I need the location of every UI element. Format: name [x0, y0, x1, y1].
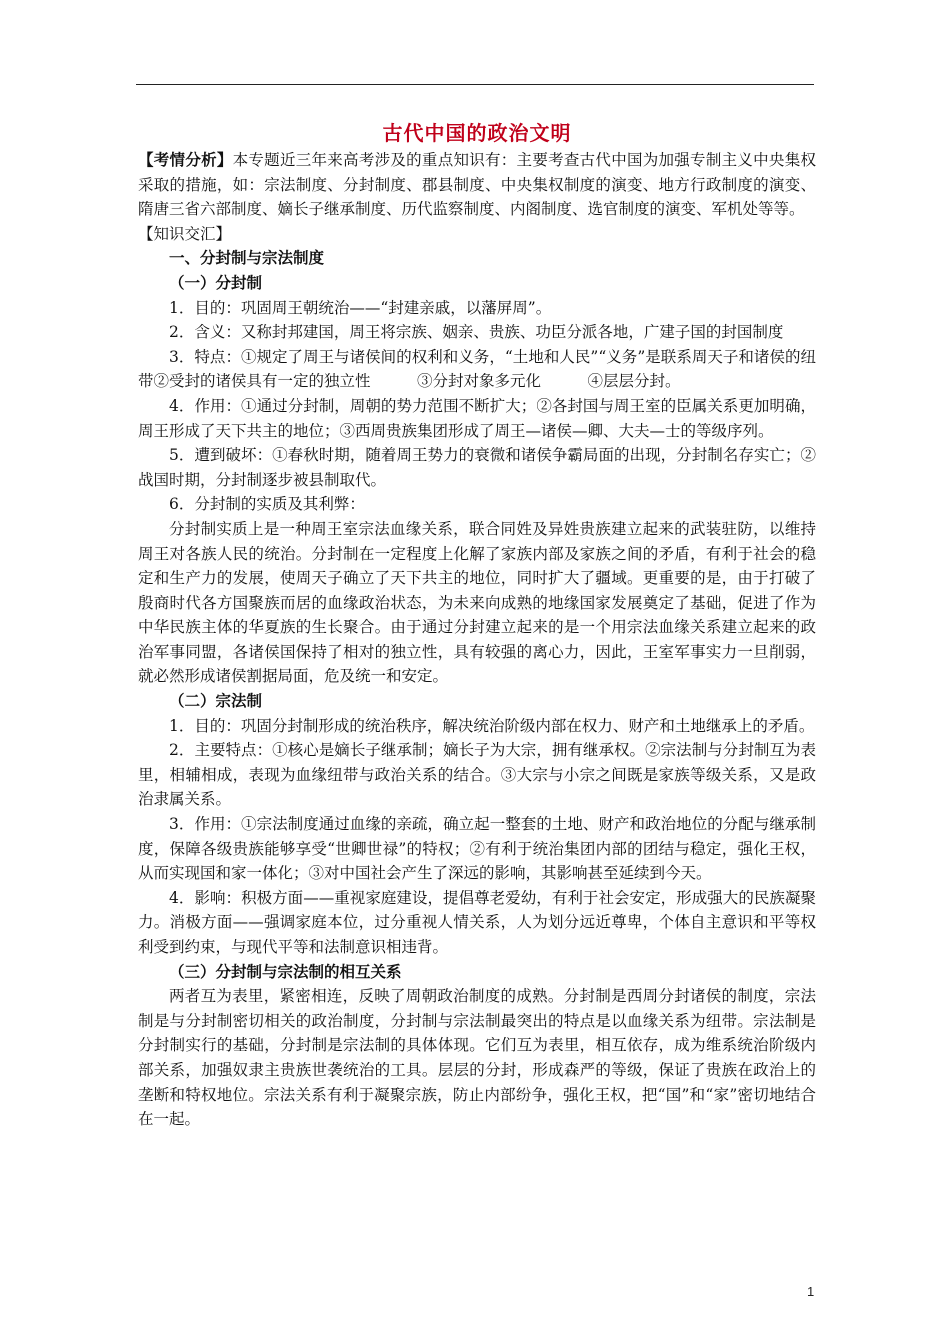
page-number: 1	[807, 1284, 815, 1299]
exam-analysis-text: 本专题近三年来高考涉及的重点知识有：主要考查古代中国为加强专制主义中央集权采取的措施，如：宗法制度、分封制度、郡县制度、中央集权制度的演变、地方行政制度的演变、隋唐三省六部制度、嫡长子继承制度、历代监察制度、内阁制度、选官制度的演变、军机处等等。	[138, 151, 816, 219]
fengjian-item: 1．目的：巩固周王朝统治——“封建亲戚，以藩屏周”。	[169, 298, 552, 317]
fengjian-essence-paragraph: 分封制实质上是一种周王室宗法血缘关系，联合同姓及异姓贵族建立起来的武装驻防，以维持周王对各族人民的统治。分封制在一定程度上化解了家族内部及家族之间的矛盾，有利于社会的稳定和生产力的发展，使周天子确立了天下共主的地位，同时扩大了疆域。更重要的是，由于打破了殷商时代各方国聚族而居的血缘政治状态，为未来向成熟的地缘国家发展奠定了基础，促进了作为中华民族主体的华夏族的生长聚合。由于通过分封建立起来的是一个用宗法血缘关系建立起来的政治军事同盟，各诸侯国保持了相对的独立性，具有较强的离心力，因此，王室军事实力一旦削弱，就必然形成诸侯割据局面，危及统一和安定。	[138, 519, 816, 686]
fengjian-item: 3．特点：①规定了周王与诸侯间的权利和义务，“土地和人民”“义务”是联系周天子和诸侯的纽带②受封的诸侯具有一定的独立性 ③分封对象多元化 ④层层分封。	[138, 347, 816, 391]
relation-paragraph: 两者互为表里，紧密相连，反映了周朝政治制度的成熟。分封制是西周分封诸侯的制度，宗法制是与分封制密切相关的政治制度，分封制与宗法制最突出的特点是以血缘关系为纽带。宗法制是分封制实行的基础，分封制是宗法制的具体体现。它们互为表里，相互依存，成为维系统治阶级内部关系，加强奴隶主贵族世袭统治的工具。层层的分封，形成森严的等级，保证了贵族在政治上的垄断和特权地位。宗法关系有利于凝聚宗族，防止内部纷争，强化王权，把“国”和“家”密切地结合在一起。	[138, 987, 816, 1129]
header-rule	[136, 84, 814, 85]
exam-analysis-label: 【考情分析】	[138, 150, 233, 169]
subsection-heading-fengjian: （一）分封制	[169, 272, 263, 292]
exam-analysis-paragraph	[138, 148, 816, 222]
fengjian-item: 2．含义：又称封邦建国，周王将宗族、姻亲、贵族、功臣分派各地，广建子国的封国制度	[169, 323, 784, 342]
document-title: 古代中国的政治文明	[382, 121, 572, 145]
zongfa-item: 3．作用：①宗法制度通过血缘的亲疏，确立起一整套的土地、财产和政治地位的分配与继承制度，保障各级贵族能够享受“世卿世禄”的特权；②有利于统治集团内部的团结与稳定，强化王权，从而实现国和家一体化；③对中国社会产生了深远的影响，其影响甚至延续到今天。	[138, 815, 816, 883]
document-body	[138, 118, 816, 1132]
fengjian-item: 6．分封制的实质及其利弊：	[169, 495, 365, 514]
subsection-heading-zongfa: （二）宗法制	[169, 691, 263, 711]
zongfa-item: 2．主要特点：①核心是嫡长子继承制；嫡长子为大宗，拥有继承权。②宗法制与分封制互为表里，相辅相成，表现为血缘纽带与政治关系的结合。③大宗与小宗之间既是家族等级关系，又是政治隶属关系。	[138, 741, 816, 809]
section-heading-1: 一、分封制与宗法制度	[169, 248, 325, 268]
fengjian-item: 4．作用：①通过分封制，周朝的势力范围不断扩大；②各封国与周王室的臣属关系更加明确，周王形成了天下共主的地位；③西周贵族集团形成了周王—诸侯—卿、大夫—士的等级序列。	[138, 396, 816, 440]
zongfa-item: 4．影响：积极方面——重视家庭建设，提倡尊老爱幼，有利于社会安定，形成强大的民族凝聚力。消极方面——强调家庭本位，过分重视人情关系，人为划分远近尊卑，个体自主意识和平等权利受到约束，与现代平等和法制意识相违背。	[138, 888, 816, 956]
zongfa-item: 1．目的：巩固分封制形成的统治秩序，解决统治阶级内部在权力、财产和土地继承上的矛盾。	[169, 716, 815, 735]
subsection-heading-relation: （三）分封制与宗法制的相互关系	[169, 961, 402, 981]
knowledge-label: 【知识交汇】	[138, 224, 232, 243]
fengjian-item: 5．遭到破坏：①春秋时期，随着周王势力的衰微和诸侯争霸局面的出现，分封制名存实亡；②战国时期，分封制逐步被县制取代。	[138, 446, 816, 489]
